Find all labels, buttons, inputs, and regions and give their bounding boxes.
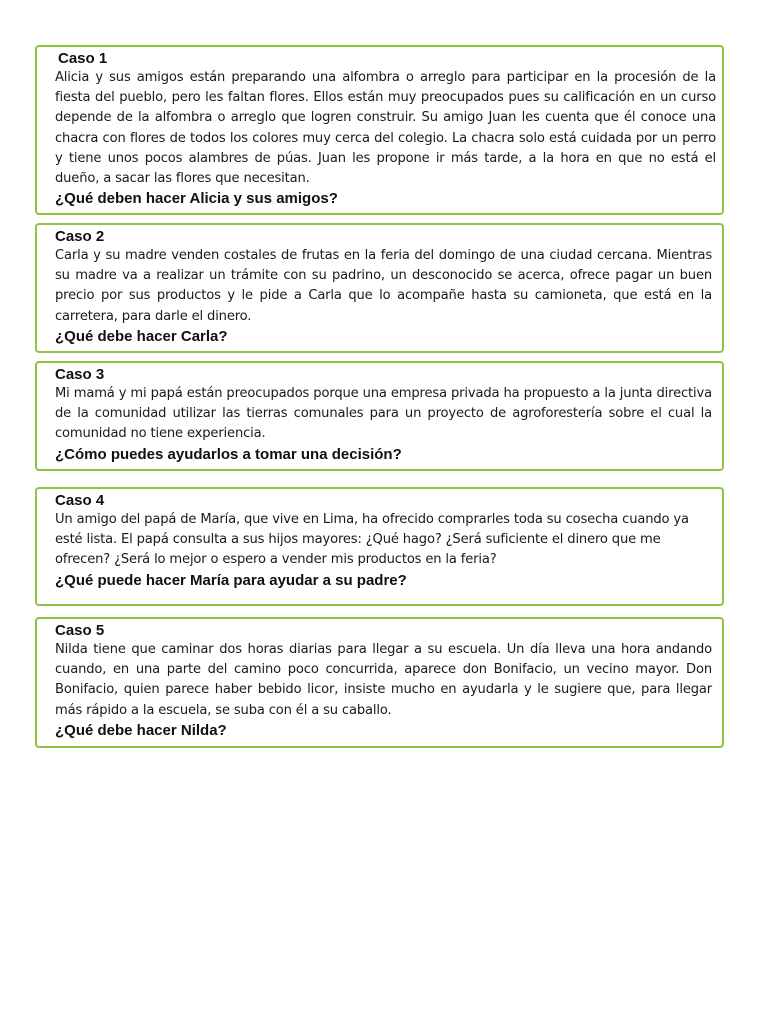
- case-title: Caso 4: [55, 492, 105, 509]
- case-body: Mi mamá y mi papá están preocupados porque una empresa privada ha propuesto a la junta directiva de la comunidad utilizar las tierras comunales para un proyecto de agroforestería sobre el cual la comunidad no tiene experiencia.: [55, 386, 712, 442]
- case-title: Caso 2: [55, 228, 105, 245]
- case-card: [35, 223, 724, 353]
- case-body: Carla y su madre venden costales de frutas en la feria del domingo de una ciudad cercana. Mientras su madre va a realizar un trámite con su padrino, un desconocido se acerca, ofrece pagar un buen precio por sus productos y le pide a Carla que lo acompañe hasta su camioneta, que está en la carretera, para darle el dinero.: [55, 248, 712, 324]
- case-card: [35, 487, 724, 606]
- case-body: Alicia y sus amigos están preparando una alfombra o arreglo para participar en la procesión de la fiesta del pueblo, pero les faltan flores. Ellos están muy preocupados pues su calificación en un curso depende de la alfombra o arreglo que logren construir. Su amigo Juan les cuenta que él conoce una chacra con flores de todos los colores muy cerca del colegio. La chacra solo está cuidada por un perro y tiene unos pocos alambres de púas. Juan les propone ir más tarde, a la hora en que no está el dueño, a sacar las flores que necesitan.: [55, 70, 716, 187]
- case-body: Nilda tiene que caminar dos horas diarias para llegar a su escuela. Un día lleva una hora andando cuando, en una parte del camino poco concurrida, aparece don Bonifacio, un vecino mayor. Don Bonifacio, quien parece haber bebido licor, insiste mucho en ayudarla y le sugiere que, para llegar más rápido a la escuela, se suba con él a su caballo.: [55, 642, 712, 718]
- case-card: [35, 45, 724, 215]
- case-body: Un amigo del papá de María, que vive en Lima, ha ofrecido comprarles toda su cosecha cuando ya esté lista. El papá consulta a sus hijos mayores: ¿Qué hago? ¿Será suficiente el dinero que me ofrecen? ¿Será lo mejor o espero a vender mis productos en la feria?: [55, 512, 689, 568]
- case-question: ¿Qué debe hacer Nilda?: [55, 721, 227, 739]
- case-card: [35, 617, 724, 748]
- case-title: Caso 1: [58, 50, 108, 67]
- case-question: ¿Qué deben hacer Alicia y sus amigos?: [55, 190, 338, 208]
- case-question: ¿Cómo puedes ayudarlos a tomar una decisión?: [55, 445, 402, 463]
- case-title: Caso 5: [55, 622, 105, 639]
- case-question: ¿Qué debe hacer Carla?: [55, 327, 228, 345]
- case-question: ¿Qué puede hacer María para ayudar a su padre?: [55, 571, 407, 589]
- case-title: Caso 3: [55, 366, 105, 383]
- case-card: [35, 361, 724, 471]
